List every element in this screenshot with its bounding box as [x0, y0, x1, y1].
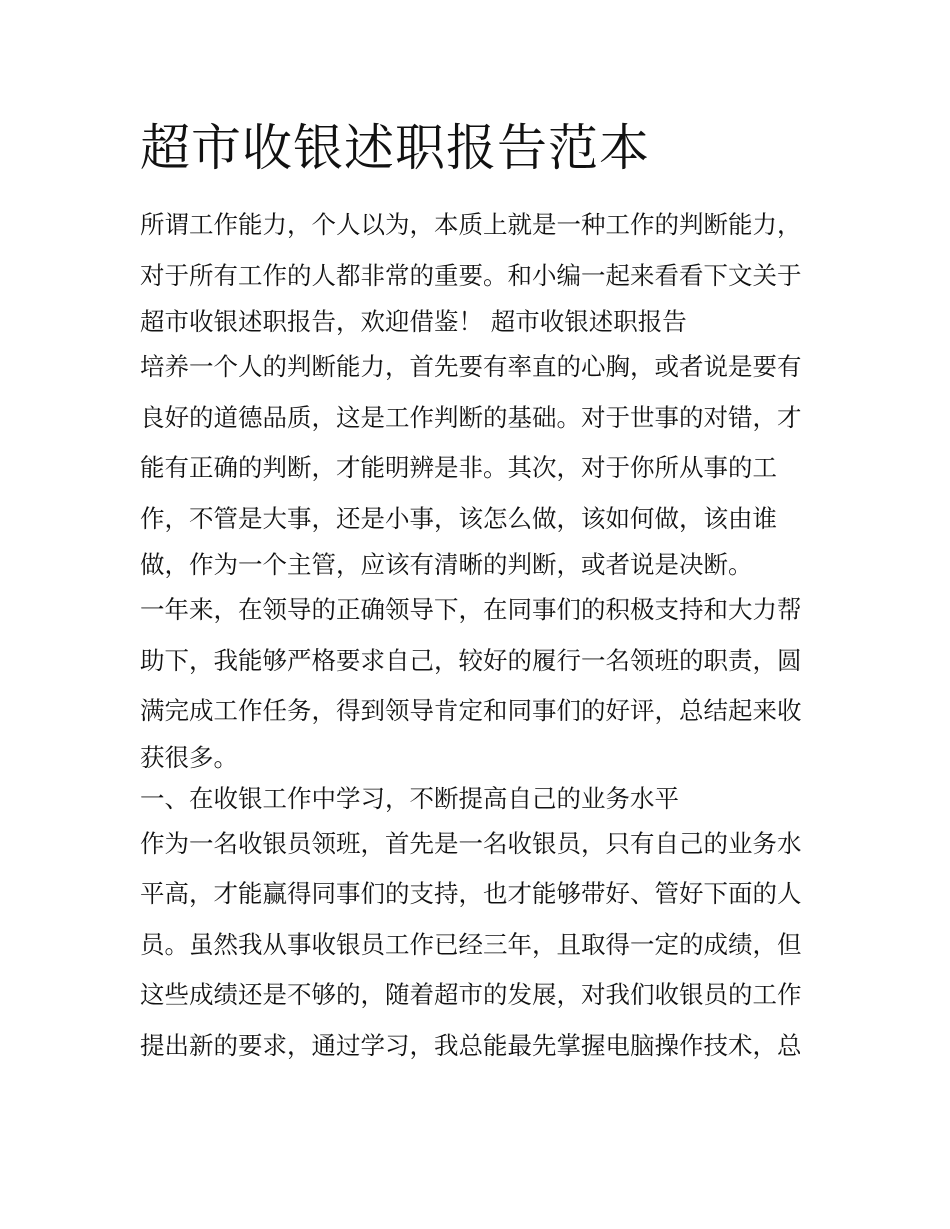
body-line: 平高，才能赢得同事们的支持，也才能够带好、管好下面的人	[140, 879, 802, 908]
body-line: 所谓工作能力，个人以为，本质上就是一种工作的判断能力，	[140, 210, 802, 239]
body-line: 对于所有工作的人都非常的重要。和小编一起来看看下文关于	[140, 260, 802, 290]
section-heading: 一、在收银工作中学习，不断提高自己的业务水平	[140, 783, 679, 813]
body-line: 这些成绩还是不够的，随着超市的发展，对我们收银员的工作	[140, 980, 802, 1009]
body-line: 做，作为一个主管，应该有清晰的判断，或者说是决断。	[140, 550, 753, 579]
body-line: 作为一名收银员领班，首先是一名收银员，只有自己的业务水	[140, 828, 802, 858]
body-line: 获很多。	[140, 742, 238, 772]
body-line: 满完成工作任务，得到领导肯定和同事们的好评，总结起来收	[140, 696, 802, 725]
body-line: 一年来，在领导的正确领导下，在同事们的积极支持和大力帮	[140, 595, 802, 624]
body-line: 提出新的要求，通过学习，我总能最先掌握电脑操作技术，总	[140, 1030, 802, 1060]
document-body	[140, 200, 820, 1071]
document-title: 超市收银述职报告范本	[140, 119, 650, 177]
body-line: 能有正确的判断，才能明辨是非。其次，对于你所从事的工	[140, 453, 777, 482]
body-line: 培养一个人的判断能力，首先要有率直的心胸，或者说是要有	[140, 352, 802, 381]
body-line: 超市收银述职报告，欢迎借鉴！ 超市收银述职报告	[140, 307, 687, 336]
body-line: 助下，我能够严格要求自己，较好的履行一名领班的职责，圆	[140, 645, 802, 675]
body-line: 良好的道德品质，这是工作判断的基础。对于世事的对错，才	[140, 402, 802, 432]
body-line: 员。虽然我从事收银员工作已经三年，且取得一定的成绩，但	[140, 929, 802, 959]
body-line: 作，不管是大事，还是小事，该怎么做，该如何做，该由谁	[140, 503, 777, 533]
